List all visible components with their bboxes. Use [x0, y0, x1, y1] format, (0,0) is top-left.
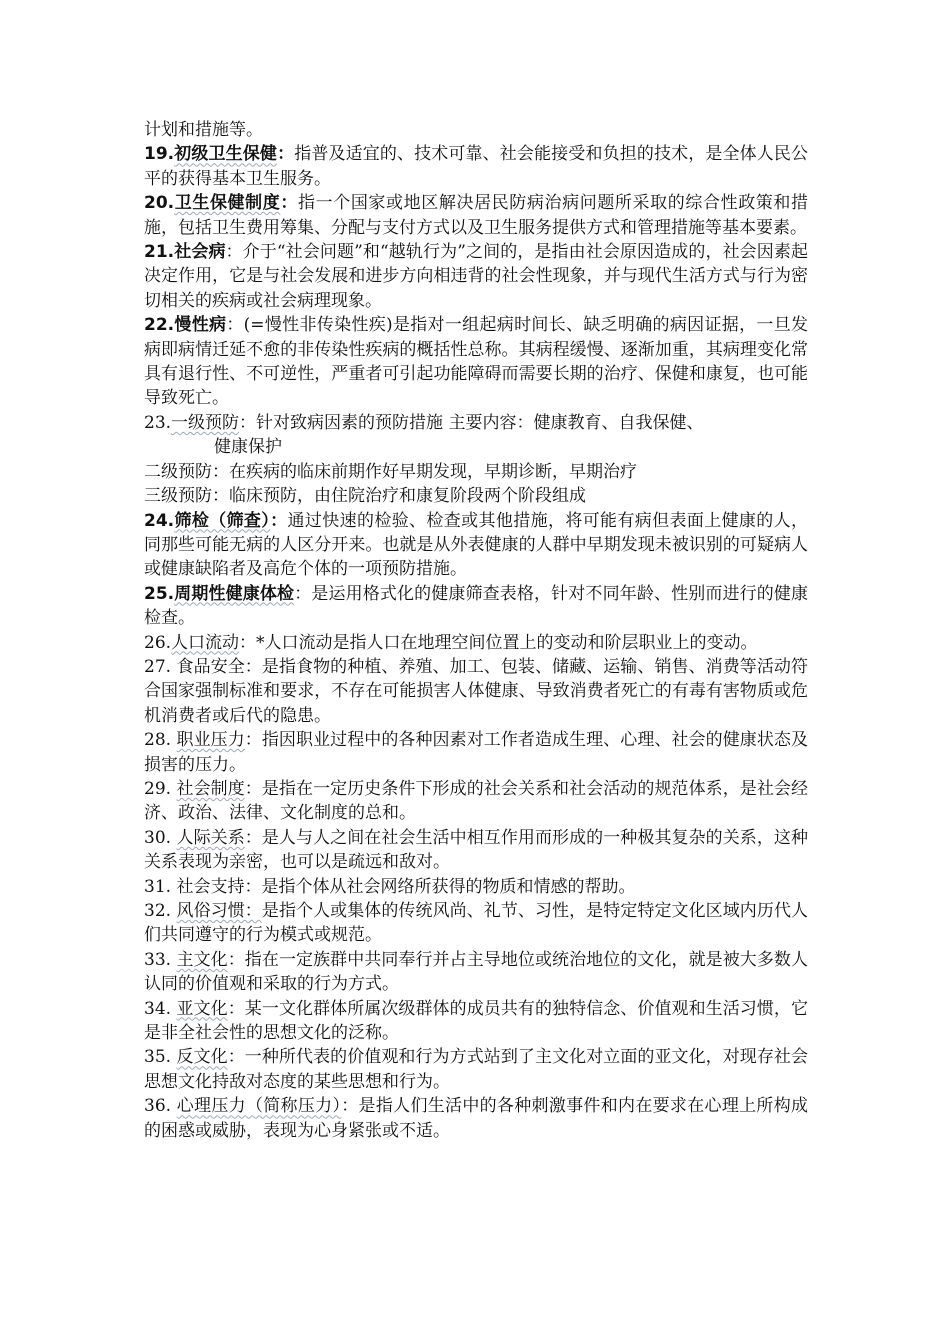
definition-text: ：某一文化群体所属次级群体的成员共有的独特信念、价值观和生活习惯，它是非全社会性的思想文化的泛称。: [144, 998, 809, 1044]
definition-text: ：临床预防，由住院治疗和康复阶段两个阶段组成: [212, 486, 586, 507]
term: 职业压力: [176, 730, 245, 751]
item-number: 26.: [144, 632, 172, 653]
definition-32: [144, 899, 808, 948]
definition-29: [144, 777, 808, 826]
separator: ：: [277, 144, 295, 165]
definition-text: 健康保护: [214, 437, 282, 458]
definition-text: ：是指人们生活中的各种刺激事件和内在要求在心理上所构成的困惑或威胁，表现为心身紧张或不适。: [144, 1096, 809, 1141]
definition-text: ：是指食物的种植、养殖、加工、包装、储藏、运输、销售、消费等活动符合国家强制标准和要求，不存在可能损害人体健康、导致消费者死亡的有毒有害物质或危机消费者或后代的隐患。: [144, 656, 808, 726]
item-number: 36.: [144, 1096, 177, 1117]
term: 亚文化: [176, 998, 228, 1019]
definition-text: 是运用格式化的健康筛查表格，针对不同年龄、性别而进行的健康检查。: [144, 583, 809, 629]
term: 主文化: [176, 949, 228, 970]
term: 社会支持: [176, 876, 245, 897]
item-number: 21.: [144, 242, 175, 263]
separator: ：: [226, 315, 244, 336]
definition-24: [144, 509, 808, 582]
item-number: 20.: [144, 193, 175, 214]
term: 三级预防: [144, 486, 212, 507]
term: 食品安全: [176, 656, 245, 677]
term: 卫生保健制度: [174, 193, 281, 214]
definition-19: [144, 142, 808, 191]
definition-20: [144, 191, 808, 240]
item-number: 33.: [144, 949, 177, 970]
term: 心理压力（简称压力）: [176, 1096, 342, 1117]
definition-27: [144, 655, 808, 728]
definition-23: [144, 411, 808, 435]
definition-text: 通过快速的检验、检查或其他措施，将可能有病但表面上健康的人，同那些可能无病的人区分开来。也就是从外表健康的人群中早期发现未被识别的可疑病人或健康缺陷者及高危个体的一项预防措施。: [144, 510, 809, 580]
separator: ：: [225, 242, 243, 263]
item-number: 29.: [144, 778, 177, 799]
definition-text: 介于“社会问题”和“越轨行为”之间的，是指由社会原因造成的，社会因素起决定作用，它是与社会发展和进步方向相违背的社会性现象，并与现代生活方式与行为密切相关的疾病或社会病理现象。: [144, 242, 809, 311]
separator: ：: [270, 510, 288, 531]
definition-35: [144, 1045, 808, 1094]
definition-text: ：*人口流动是指人口在地理空间位置上的变动和阶层职业上的变动。: [239, 632, 758, 653]
item-number: 31.: [144, 876, 177, 897]
definition-22: [144, 313, 808, 411]
item-number: 23.: [144, 412, 172, 433]
definition-text: 指一个国家或地区解决居民防病治病问题所采取的综合性政策和措施，包括卫生费用筹集、分配与支付方式以及卫生服务提供方式和管理措施等基本要素。: [144, 193, 809, 238]
item-number: 30.: [144, 827, 177, 848]
definition-21: [144, 240, 808, 313]
definition-text: (=慢性非传染性疾)是指对一组起病时间长、缺乏明确的病因证据，一旦发病即病情迁延不愈的非传染性疾病的概括性总称。其病程缓慢、逐渐加重，其病理变化常具有退行性、不可逆性，严重者可引起功能障碍而需要长期的治疗、保健和康复，也可能导致死亡。: [144, 315, 809, 409]
definition-text: ：是人与人之间在社会生活中相互作用而形成的一种极其复杂的关系，这种关系表现为亲密，也可以是疏远和敌对。: [144, 827, 808, 873]
term: 社会病: [174, 242, 226, 263]
term: 二级预防: [144, 461, 212, 482]
definition-34: [144, 997, 808, 1046]
definition-text: ：在疾病的临床前期作好早期发现，早期诊断，早期治疗: [212, 461, 637, 482]
item-number: 27.: [144, 656, 177, 677]
paragraph-continuation: [144, 118, 808, 142]
item-number: 24.: [144, 510, 175, 531]
term: 初级卫生保健: [174, 144, 278, 165]
term: 风俗习惯：: [176, 901, 262, 921]
definition-text: ：针对致病因素的预防措施 主要内容：健康教育、自我保健、: [239, 412, 704, 433]
item-number: 32.: [144, 901, 177, 921]
definition-30: [144, 826, 808, 875]
definition-26: [144, 631, 808, 655]
definition-text: ：指在一定族群中共同奉行并占主导地位或统治地位的文化，就是被大多数人认同的价值观和采取的行为方式。: [144, 949, 809, 995]
separator: ：: [280, 193, 298, 214]
term: 筛检（筛查）: [174, 510, 271, 531]
item-number: 22.: [144, 315, 175, 336]
definition-25: [144, 582, 808, 631]
term: 人口流动: [171, 632, 240, 653]
term: 周期性健康体检: [174, 583, 295, 604]
term: 人际关系: [176, 827, 245, 848]
item-number: 28.: [144, 730, 177, 751]
definition-text: ：一种所代表的价值观和行为方式站到了主文化对立面的亚文化，对现存社会思想文化持敌对态度的某些思想和行为。: [144, 1047, 809, 1092]
item-number: 35.: [144, 1047, 177, 1068]
definition-33: [144, 948, 808, 997]
definition-text: 指普及适宜的、技术可靠、社会能接受和负担的技术，是全体人民公平的获得基本卫生服务。: [144, 144, 809, 189]
definition-23-continuation: [144, 435, 808, 459]
definition-text: ：指因职业过程中的各种因素对工作者造成生理、心理、社会的健康状态及损害的压力。: [144, 730, 808, 775]
paragraph-text: 计划和措施等。: [144, 120, 263, 140]
term: 社会制度: [176, 778, 245, 799]
term: 一级预防: [171, 412, 240, 433]
document-body: [144, 118, 808, 1143]
item-number: 19.: [144, 144, 175, 165]
item-number: 34.: [144, 998, 177, 1019]
definition-text: ：是指在一定历史条件下形成的社会关系和社会活动的规范体系，是社会经济、政治、法律、文化制度的总和。: [144, 778, 808, 824]
definition-36: [144, 1094, 808, 1143]
definition-text: 是指个人或集体的传统风尚、礼节、习性，是特定特定文化区域内历代人们共同遵守的行为模式或规范。: [144, 901, 809, 946]
definition-23-secondary: [144, 460, 808, 484]
definition-23-tertiary: [144, 484, 808, 508]
term: 慢性病: [174, 315, 227, 336]
term: 反文化: [176, 1047, 228, 1068]
definition-28: [144, 728, 808, 777]
definition-text: ：是指个体从社会网络所获得的物质和情感的帮助。: [244, 876, 636, 897]
separator: ：: [294, 583, 312, 604]
definition-31: [144, 875, 808, 899]
item-number: 25.: [144, 583, 175, 604]
